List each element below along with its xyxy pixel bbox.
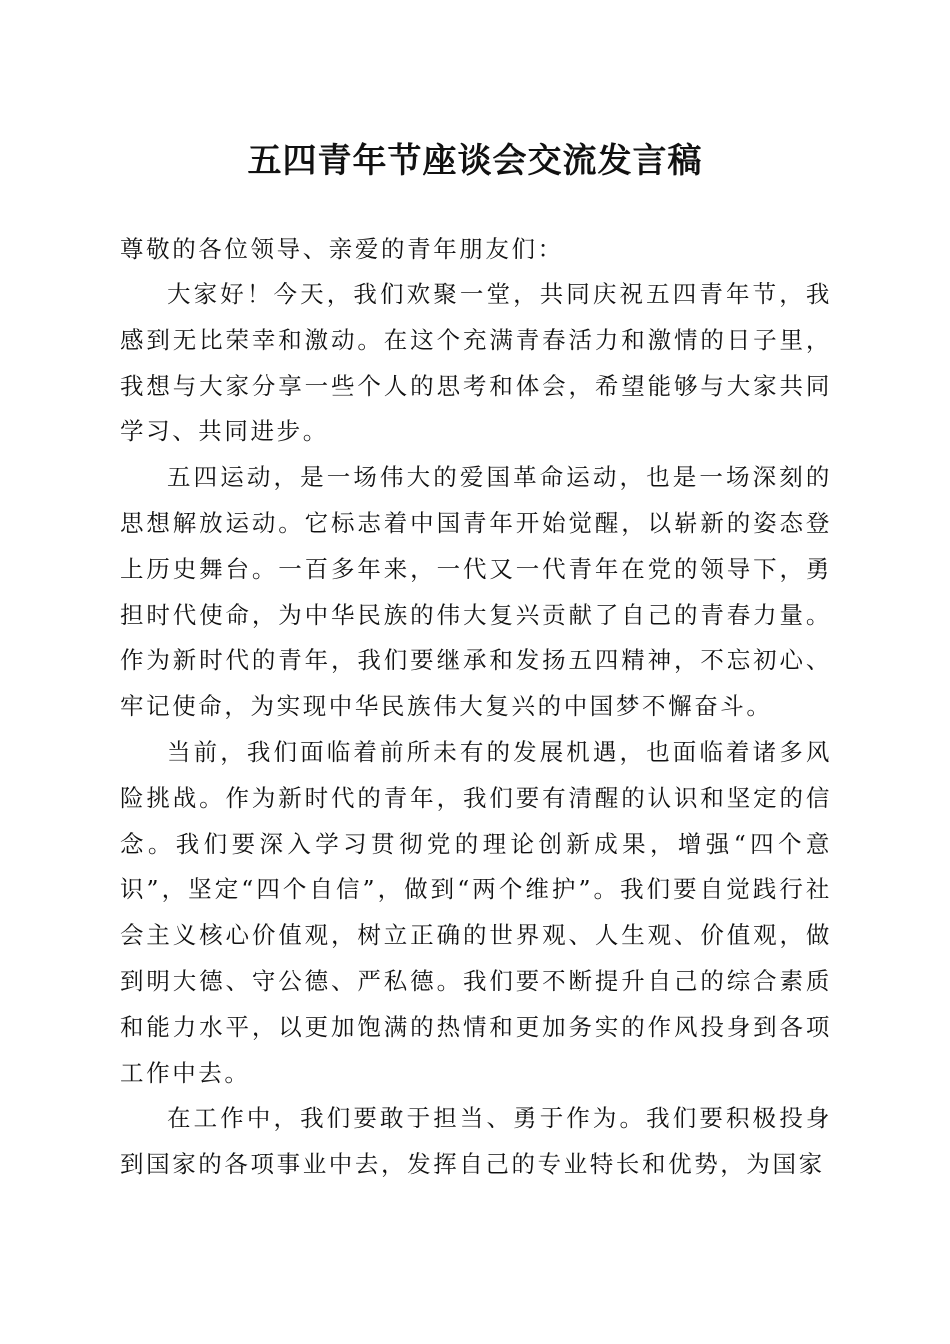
paragraph: 在工作中，我们要敢于担当、勇于作为。我们要积极投身到国家的各项事业中去，发挥自己的专业特长和优势，为国家 <box>120 1104 832 1179</box>
salutation: 尊敬的各位领导、亲爱的青年朋友们： <box>120 235 564 263</box>
document-body <box>120 226 832 1188</box>
document-title: 五四青年节座谈会交流发言稿 <box>247 141 703 181</box>
paragraph: 当前，我们面临着前所未有的发展机遇，也面临着诸多风险挑战。作为新时代的青年，我们要有清醒的认识和坚定的信念。我们要深入学习贯彻党的理论创新成果，增强“四个意识”，坚定“四个自信”，做到“两个维护”。我们要自觉践行社会主义核心价值观，树立正确的世界观、人生观、价值观，做到明大德、守公德、严私德。我们要不断提升自己的综合素质和能力水平，以更加饱满的热情和更加务实的作风投身到各项工作中去。 <box>120 737 832 1087</box>
paragraph: 五四运动，是一场伟大的爱国革命运动，也是一场深刻的思想解放运动。它标志着中国青年开始觉醒，以崭新的姿态登上历史舞台。一百多年来，一代又一代青年在党的领导下，勇担时代使命，为中华民族的伟大复兴贡献了自己的青春力量。作为新时代的青年，我们要继承和发扬五四精神，不忘初心、牢记使命，为实现中华民族伟大复兴的中国梦不懈奋斗。 <box>120 463 832 721</box>
paragraph: 大家好！今天，我们欢聚一堂，共同庆祝五四青年节，我感到无比荣幸和激动。在这个充满青春活力和激情的日子里，我想与大家分享一些个人的思考和体会，希望能够与大家共同学习、共同进步。 <box>120 280 832 446</box>
